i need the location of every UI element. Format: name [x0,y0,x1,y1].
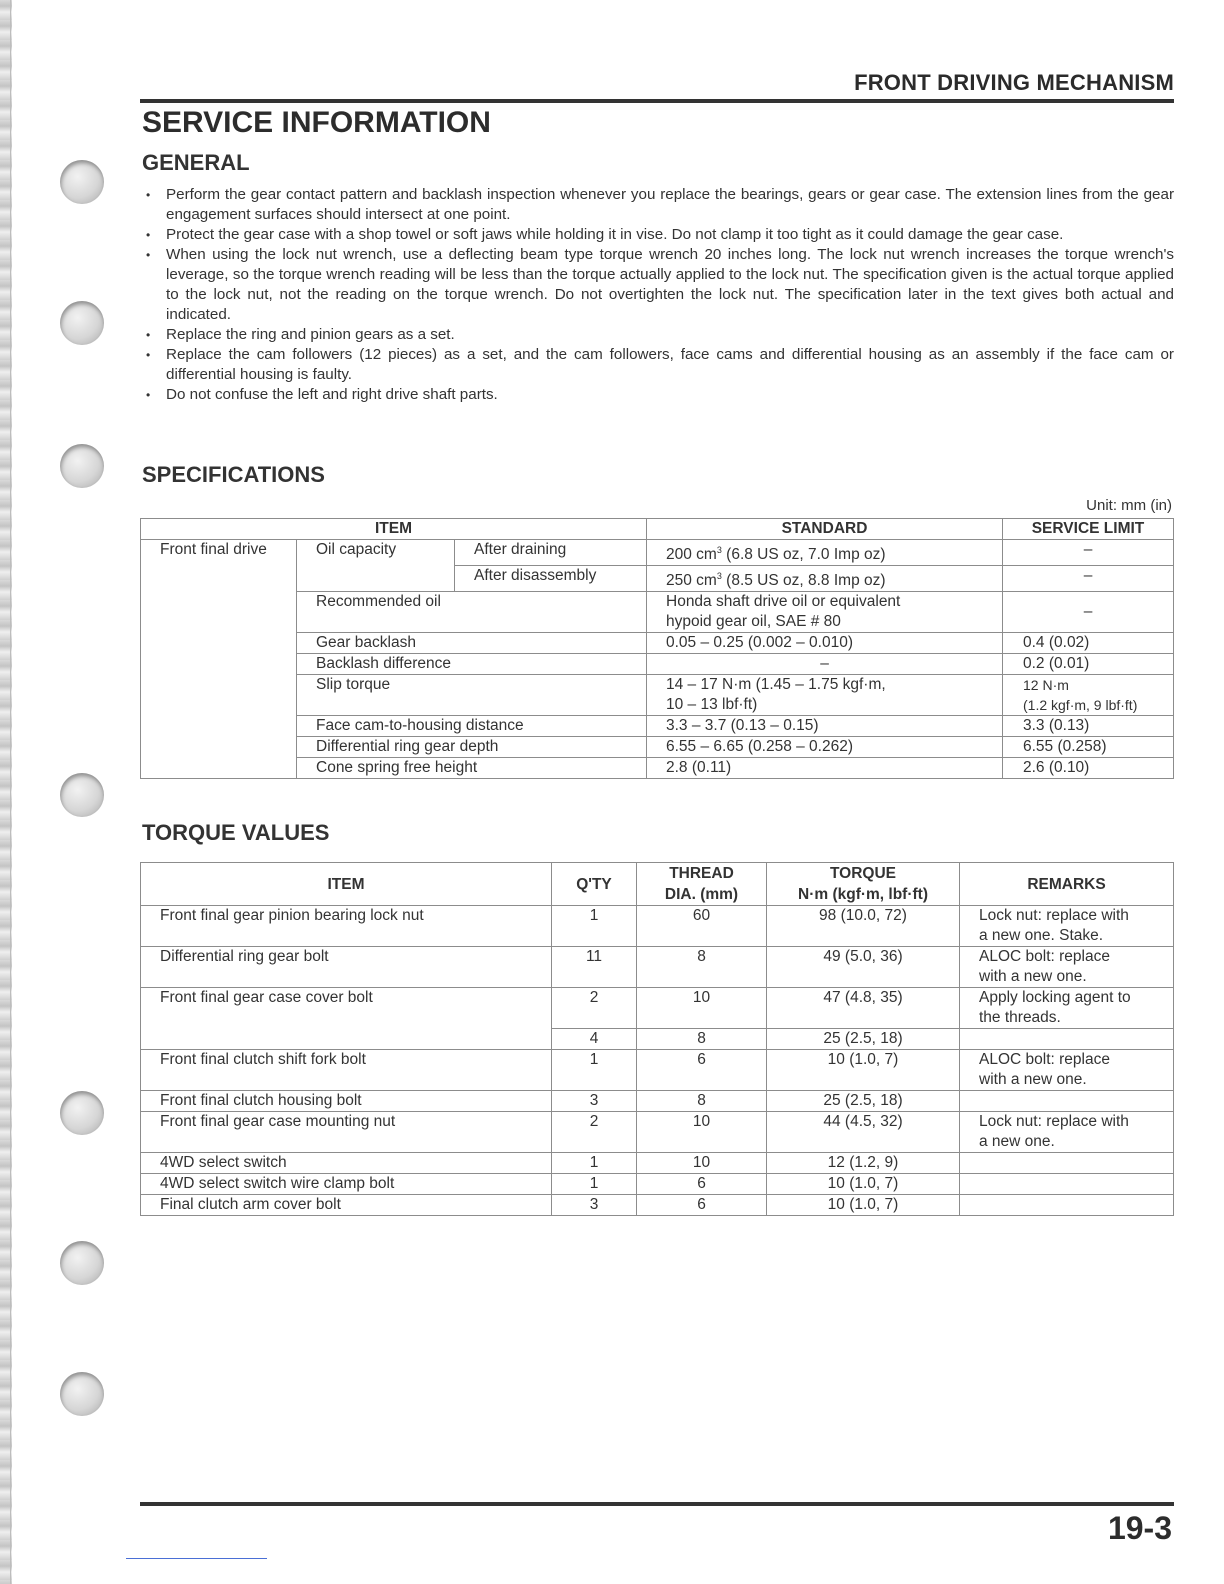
item-header: ITEM [141,519,647,540]
dia-cell: 6 [637,1195,767,1216]
limit-cell: – [1003,540,1174,566]
punch-hole-icon [60,444,104,488]
table-row [141,906,1174,947]
qty-cell: 3 [552,1195,637,1216]
punch-hole-icon [60,160,104,204]
dia-cell: 8 [637,1091,767,1112]
torque-cell: 25 (2.5, 18) [767,1029,960,1050]
standard-cell: 250 $cm^3$ (8.5 US oz, 8.8 Imp oz) [647,566,1003,592]
scan-artifact-line [126,1558,267,1559]
remarks-cell: Lock nut: replace with a new one. [960,1112,1174,1153]
item-cell: Backlash difference [297,654,647,675]
dia-cell: 60 [637,906,767,947]
standard-cell: 3.3 – 3.7 (0.13 – 0.15) [647,716,1003,737]
torque-cell: 98 (10.0, 72) [767,906,960,947]
torque-cell: 25 (2.5, 18) [767,1091,960,1112]
sub-item-cell: After draining [455,540,647,566]
item-cell: Front final clutch shift fork bolt [141,1050,552,1091]
torque-cell: 10 (1.0, 7) [767,1050,960,1091]
standard-cell: – [647,654,1003,675]
bullet-item: • Perform the gear contact pattern and backlash inspection whenever you replace the bearings, gears or gear case. The extension lines from the gear engagement surfaces should intersect at one point. [144,185,1174,225]
punch-hole-icon [60,773,104,817]
bullet-item: • When using the lock nut wrench, use a deflecting beam type torque wrench 20 inches long. The lock nut wrench increases the torque wrench's leverage, so the torque wrench reading will be less than the torque actually applied to the lock nut. The specification given is the actual torque applied to the lock nut, not the reading on the torque wrench. Do not overtighten the lock nut. The specification later in the text gives both actual and indicated. [144,245,1174,325]
remarks-cell [960,1091,1174,1112]
item-cell: 4WD select switch [141,1153,552,1174]
item-cell: Oil capacity [297,540,455,592]
limit-cell: 0.4 (0.02) [1003,633,1174,654]
remarks-cell [960,1153,1174,1174]
page-number: 19-3 [1107,1510,1172,1546]
punch-hole-icon [60,1091,104,1135]
item-cell: 4WD select switch wire clamp bolt [141,1174,552,1195]
dia-cell: 6 [637,1050,767,1091]
header-rule [140,99,1174,103]
table-row [141,540,1174,566]
torque-cell: 10 (1.0, 7) [767,1174,960,1195]
torque-header: TORQUE N·m (kgf·m, lbf·ft) [767,863,960,906]
bullet-item: • Replace the ring and pinion gears as a set. [144,325,1174,345]
specifications-table [140,518,1174,779]
table-row [141,1195,1174,1216]
running-header: FRONT DRIVING MECHANISM [854,70,1174,95]
service-limit-header: SERVICE LIMIT [1003,519,1174,540]
unit-note: Unit: mm (in) [1086,497,1172,514]
qty-cell: 1 [552,1050,637,1091]
item-header: ITEM [141,863,552,906]
qty-header: Q'TY [552,863,637,906]
torque-cell: 49 (5.0, 36) [767,947,960,988]
remarks-cell: Apply locking agent to the threads. [960,988,1174,1029]
torque-cell: 10 (1.0, 7) [767,1195,960,1216]
general-bullet-list [144,185,1174,405]
qty-cell: 1 [552,906,637,947]
footer-rule [140,1502,1174,1506]
standard-cell: 200 $cm^3$ (6.8 US oz, 7.0 Imp oz) [647,540,1003,566]
dia-cell: 10 [637,988,767,1029]
bullet-item: • Replace the cam followers (12 pieces) as a set, and the cam followers, face cams and differential housing as an assembly if the face cam or differential housing is faulty. [144,345,1174,385]
dia-cell: 6 [637,1174,767,1195]
torque-values-table [140,862,1174,1216]
limit-cell: 3.3 (0.13) [1003,716,1174,737]
limit-cell: – [1003,566,1174,592]
table-row [141,947,1174,988]
punch-hole-icon [60,1372,104,1416]
remarks-header: REMARKS [960,863,1174,906]
thread-header: THREAD DIA. (mm) [637,863,767,906]
qty-cell: 4 [552,1029,637,1050]
item-cell: Front final clutch housing bolt [141,1091,552,1112]
item-cell: Slip torque [297,675,647,716]
limit-cell: 6.55 (0.258) [1003,737,1174,758]
qty-cell: 1 [552,1153,637,1174]
remarks-cell [960,1195,1174,1216]
table-header-row [141,863,1174,906]
sub-item-cell: After disassembly [455,566,647,592]
dia-cell: 10 [637,1153,767,1174]
remarks-cell: ALOC bolt: replace with a new one. [960,1050,1174,1091]
limit-cell: 12 N·m (1.2 kgf·m, 9 lbf·ft) [1003,675,1174,716]
qty-cell: 1 [552,1174,637,1195]
qty-cell: 3 [552,1091,637,1112]
standard-header: STANDARD [647,519,1003,540]
torque-values-heading: TORQUE VALUES [142,820,330,845]
table-row [141,1091,1174,1112]
dia-cell: 10 [637,1112,767,1153]
item-cell: Differential ring gear bolt [141,947,552,988]
bullet-item: • Do not confuse the left and right drive shaft parts. [144,385,1174,405]
qty-cell: 2 [552,988,637,1029]
item-cell: Final clutch arm cover bolt [141,1195,552,1216]
torque-cell: 47 (4.8, 35) [767,988,960,1029]
binding-edge [0,0,12,1584]
dia-cell: 8 [637,1029,767,1050]
general-heading: GENERAL [142,150,250,175]
standard-cell: 2.8 (0.11) [647,758,1003,779]
remarks-cell [960,1174,1174,1195]
remarks-cell: Lock nut: replace with a new one. Stake. [960,906,1174,947]
table-header-row [141,519,1174,540]
bullet-item: • Protect the gear case with a shop towel or soft jaws while holding it in vise. Do not clamp it too tight as it could damage the gear case. [144,225,1174,245]
table-row [141,1112,1174,1153]
qty-cell: 11 [552,947,637,988]
torque-cell: 44 (4.5, 32) [767,1112,960,1153]
limit-cell: – [1003,592,1174,633]
remarks-cell [960,1029,1174,1050]
specifications-heading: SPECIFICATIONS [142,462,325,487]
item-cell: Front final gear case mounting nut [141,1112,552,1153]
limit-cell: 2.6 (0.10) [1003,758,1174,779]
limit-cell: 0.2 (0.01) [1003,654,1174,675]
item-cell: Gear backlash [297,633,647,654]
item-cell: Front final gear pinion bearing lock nut [141,906,552,947]
group-cell: Front final drive [141,540,297,779]
page-title: SERVICE INFORMATION [142,106,491,139]
table-row [141,988,1174,1029]
standard-cell: 6.55 – 6.65 (0.258 – 0.262) [647,737,1003,758]
item-cell: Front final gear case cover bolt [141,988,552,1050]
qty-cell: 2 [552,1112,637,1153]
remarks-cell: ALOC bolt: replace with a new one. [960,947,1174,988]
table-row [141,1174,1174,1195]
punch-hole-icon [60,301,104,345]
table-row [141,1050,1174,1091]
item-cell: Cone spring free height [297,758,647,779]
dia-cell: 8 [637,947,767,988]
item-cell: Differential ring gear depth [297,737,647,758]
standard-cell: Honda shaft drive oil or equivalent hypoid gear oil, SAE # 80 [647,592,1003,633]
standard-cell: 0.05 – 0.25 (0.002 – 0.010) [647,633,1003,654]
torque-cell: 12 (1.2, 9) [767,1153,960,1174]
standard-cell: 14 – 17 N·m (1.45 – 1.75 kgf·m, 10 – 13 lbf·ft) [647,675,1003,716]
table-row [141,1153,1174,1174]
item-cell: Recommended oil [297,592,647,633]
punch-hole-icon [60,1241,104,1285]
item-cell: Face cam-to-housing distance [297,716,647,737]
